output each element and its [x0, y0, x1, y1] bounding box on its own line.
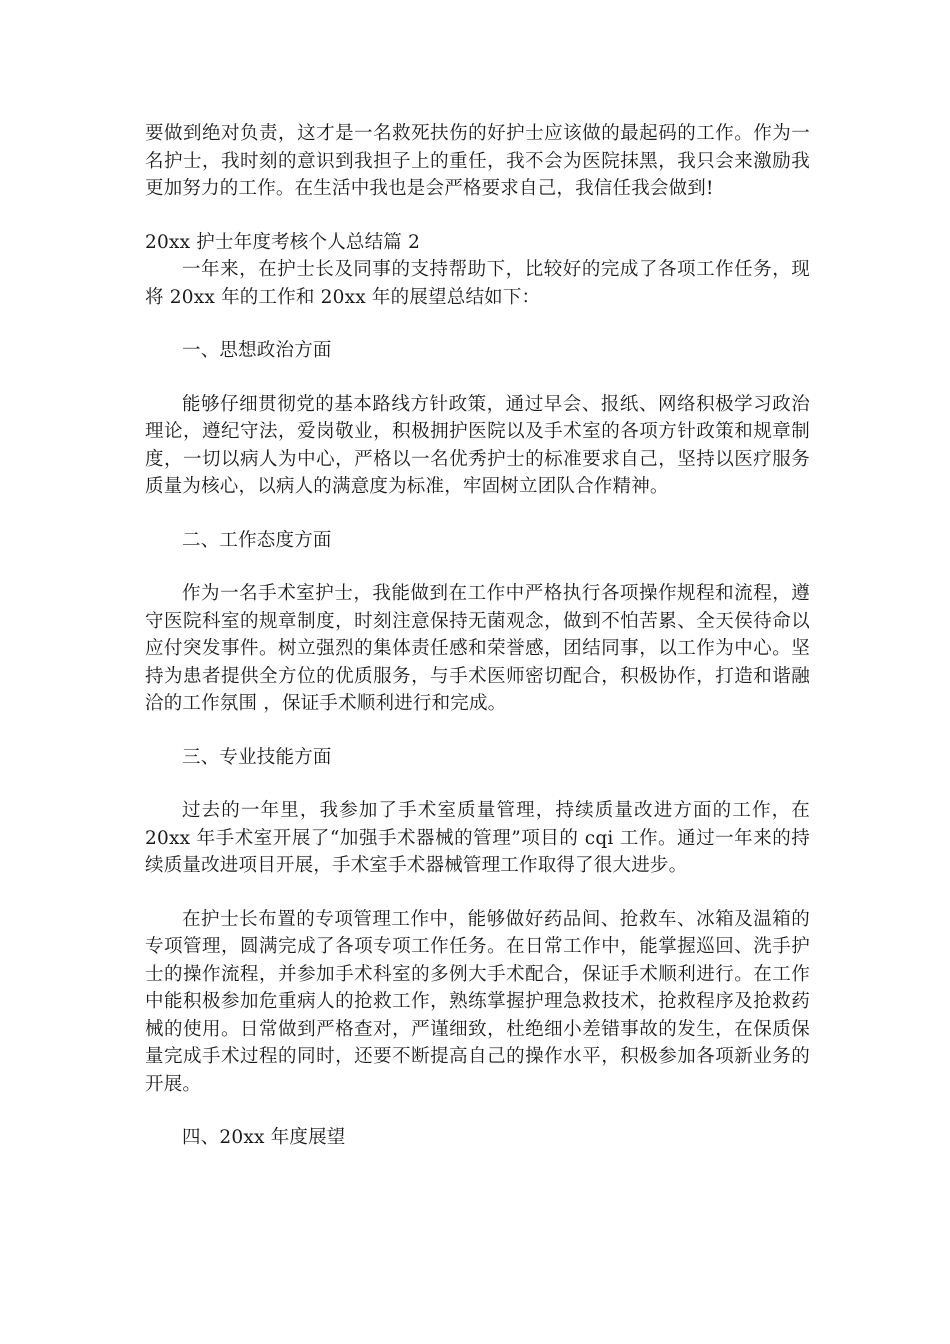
intro-paragraph: 要做到绝对负责，这才是一名救死扶伤的好护士应该做的最起码的工作。作为一名护士，我时刻的意识到我担子上的重任，我不会为医院抹黑，我只会来激励我更加努力的工作。在生活中我也是会严格要求自己，我信任我会做到!: [145, 123, 810, 199]
section1-paragraph: 能够仔细贯彻党的基本路线方针政策，通过早会、报纸、网络积极学习政治理论，遵纪守法，爱岗敬业，积极拥护医院以及手术室的各项方针政策和规章制度，一切以病人为中心，严格以一名优秀护士的标准要求自己，坚持以医疗服务质量为核心，以病人的满意度为标准，牢固树立团队合作精神。: [145, 393, 810, 497]
opening-paragraph: 一年来，在护士长及同事的支持帮助下，比较好的完成了各项工作任务，现将 20xx 年的工作和 20xx 年的展望总结如下：: [145, 259, 810, 308]
section1-heading: 一、思想政治方面: [182, 340, 332, 361]
section3-paragraph-2: 在护士长布置的专项管理工作中，能够做好药品间、抢救车、冰箱及温箱的专项管理，圆满完成了各项专项工作任务。在日常工作中，能掌握巡回、洗手护士的操作流程，并参加手术科室的多例大手术配合，保证手术顺利进行。在工作中能积极参加危重病人的抢救工作，熟练掌握护理急救技术，抢救程序及抢救药械的使用。日常做到严格查对，严谨细致，杜绝细小差错事故的发生，在保质保量完成手术过程的同时，还要不断提高自己的操作水平，积极参加各项新业务的开展。: [145, 908, 810, 1095]
section3-paragraph-1: 过去的一年里，我参加了手术室质量管理，持续质量改进方面的工作，在 20xx 年手术室开展了“加强手术器械的管理”项目的 cqi 工作。通过一年来的持续质量改进项目开展，手术室手术器械管理工作取得了很大进步。: [145, 800, 810, 876]
section4-heading: 四、20xx 年度展望: [182, 1127, 346, 1148]
section3-heading: 三、专业技能方面: [182, 746, 332, 768]
document-page: [145, 120, 810, 1178]
document-title: 20xx 护士年度考核个人总结篇 2: [145, 231, 421, 253]
section2-heading: 二、工作态度方面: [182, 529, 332, 551]
section2-paragraph: 作为一名手术室护士，我能做到在工作中严格执行各项操作规程和流程，遵守医院科室的规章制度，时刻注意保持无菌观念，做到不怕苦累、全天侯待命以应付突发事件。树立强烈的集体责任感和荣誉感，团结同事，以工作为中心。坚持为患者提供全方位的优质服务，与手术医师密切配合，积极协作，打造和谐融洽的工作氛围 ，保证手术顺利进行和完成。: [145, 583, 810, 714]
